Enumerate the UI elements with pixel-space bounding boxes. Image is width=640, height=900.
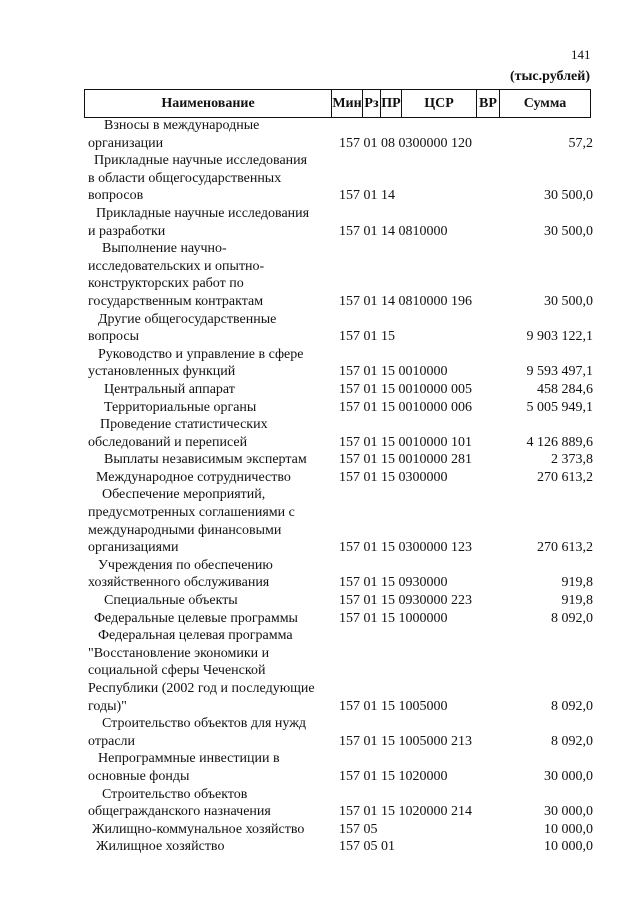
row-name-line: отрасли (88, 733, 136, 749)
row-amount: 8 092,0 (551, 733, 593, 749)
table-row (0, 451, 640, 469)
row-name (88, 451, 330, 469)
row-codes: 157 01 15 1000000 (339, 610, 448, 626)
row-name-line: основные фонды (88, 768, 190, 784)
row-codes: 157 01 15 1005000 213 (339, 733, 472, 749)
row-name-line: Руководство и управление в сфере (98, 346, 304, 362)
row-name-line: предусмотренных соглашениями с (88, 505, 295, 521)
row-amount: 458 284,6 (537, 381, 593, 397)
row-amount: 57,2 (568, 135, 593, 151)
row-name-line: хозяйственного обслуживания (88, 575, 270, 591)
row-name (88, 399, 330, 417)
table-row (0, 627, 640, 715)
row-name-line: Непрограммные инвестиции в (98, 751, 280, 767)
row-name-line: государственным контрактам (88, 293, 264, 309)
table-row (0, 610, 640, 628)
row-amount: 5 005 949,1 (526, 399, 593, 415)
row-name (88, 715, 330, 750)
row-amount: 10 000,0 (544, 839, 593, 855)
row-codes: 157 01 15 0930000 223 (339, 593, 472, 609)
row-name-line: Взносы в международные (104, 118, 260, 133)
row-codes: 157 01 15 0010000 005 (339, 381, 472, 397)
row-codes: 157 01 15 1020000 (339, 768, 448, 784)
row-amount: 2 373,8 (551, 452, 593, 468)
row-name-line: Строительство объектов (102, 786, 248, 802)
row-name-line: Специальные объекты (104, 593, 238, 609)
row-amount: 30 500,0 (544, 223, 593, 239)
row-amount: 30 500,0 (544, 188, 593, 204)
row-codes: 157 01 15 0300000 (339, 469, 448, 485)
row-name-line: Строительство объектов для нужд (102, 716, 307, 732)
row-name-line: социальной сферы Чеченской (88, 663, 266, 679)
row-name-line: Выполнение научно- (102, 241, 227, 257)
row-name-line: годы)" (88, 698, 127, 714)
row-codes: 157 01 14 0810000 196 (339, 293, 472, 309)
row-name-line: обследований и переписей (88, 434, 248, 450)
row-codes: 157 01 15 0300000 123 (339, 540, 472, 556)
row-amount: 10 000,0 (544, 821, 593, 837)
header-vr: ВР (477, 90, 500, 118)
table-row (0, 592, 640, 610)
row-name (88, 469, 330, 487)
row-amount: 4 126 889,6 (526, 434, 593, 450)
row-name-line: Учреждения по обеспечению (98, 557, 273, 573)
table-row (0, 152, 640, 205)
row-name-line: Федеральные целевые программы (94, 610, 298, 626)
table-row (0, 469, 640, 487)
row-codes: 157 05 (339, 821, 378, 837)
table-row (0, 750, 640, 785)
header-name: Наименование (85, 90, 332, 118)
row-amount: 9 593 497,1 (526, 364, 593, 380)
row-codes: 157 05 01 (339, 839, 395, 855)
row-codes: 157 01 15 0930000 (339, 575, 448, 591)
row-name (88, 557, 330, 592)
table-row (0, 838, 640, 856)
row-codes: 157 01 15 (339, 329, 395, 345)
table-row (0, 486, 640, 556)
row-name-line: общегражданского назначения (88, 804, 271, 820)
row-amount: 30 500,0 (544, 293, 593, 309)
row-name-line: Прикладные научные исследования (94, 153, 308, 169)
row-name-line: организации (88, 135, 164, 151)
row-name-line: Обеспечение мероприятий, (102, 487, 266, 503)
row-name-line: вопросы (88, 329, 139, 345)
row-name (88, 152, 330, 205)
header-min: Мин (332, 90, 363, 118)
row-amount: 270 613,2 (537, 469, 593, 485)
row-name-line: Жилищно-коммунальное хозяйство (92, 821, 305, 837)
table-row (0, 240, 640, 310)
table-row (0, 786, 640, 821)
table-row (0, 117, 640, 152)
row-amount: 30 000,0 (544, 804, 593, 820)
row-codes: 157 01 14 (339, 188, 395, 204)
row-amount: 270 613,2 (537, 540, 593, 556)
row-name-line: Территориальные органы (104, 399, 257, 415)
row-amount: 919,8 (561, 593, 593, 609)
row-name (88, 610, 330, 628)
row-name (88, 821, 330, 839)
row-name-line: и разработки (88, 223, 166, 239)
row-name (88, 592, 330, 610)
header-pr: ПР (381, 90, 402, 118)
row-name-line: Республики (2002 год и последующие (88, 681, 315, 696)
row-name (88, 838, 330, 856)
row-amount: 8 092,0 (551, 698, 593, 714)
row-codes: 157 01 15 1005000 (339, 698, 448, 714)
table-row (0, 416, 640, 451)
row-codes: 157 01 08 0300000 120 (339, 135, 472, 151)
row-name (88, 205, 330, 240)
table-row (0, 399, 640, 417)
table-row (0, 715, 640, 750)
row-name-line: исследовательских и опытно- (88, 258, 265, 274)
row-name-line: Международное сотрудничество (96, 469, 291, 485)
row-name (88, 486, 330, 556)
row-name-line: установленных функций (88, 364, 236, 380)
row-codes: 157 01 14 0810000 (339, 223, 448, 239)
row-name (88, 786, 330, 821)
row-name-line: Прикладные научные исследования (96, 205, 310, 221)
row-codes: 157 01 15 0010000 281 (339, 452, 472, 468)
row-name-line: "Восстановление экономики и (88, 645, 270, 661)
table-header (84, 89, 591, 118)
row-name-line: Другие общегосударственные (98, 311, 277, 327)
row-amount: 9 903 122,1 (526, 329, 593, 345)
row-name-line: конструкторских работ по (88, 276, 244, 292)
row-amount: 8 092,0 (551, 610, 593, 626)
row-name (88, 117, 330, 152)
row-name (88, 346, 330, 381)
table-row (0, 821, 640, 839)
row-name-line: Проведение статистических (100, 417, 268, 433)
row-name-line: вопросов (88, 188, 144, 204)
table-row (0, 381, 640, 399)
row-name-line: Федеральная целевая программа (98, 628, 293, 644)
row-codes: 157 01 15 0010000 101 (339, 434, 472, 450)
row-codes: 157 01 15 0010000 006 (339, 399, 472, 415)
row-name-line: Выплаты независимым экспертам (104, 452, 307, 468)
row-amount: 30 000,0 (544, 768, 593, 784)
row-name (88, 381, 330, 399)
page-number: 141 (571, 47, 591, 62)
row-name (88, 240, 330, 310)
header-sum: Сумма (500, 90, 591, 118)
units-label: (тыс.рублей) (509, 69, 590, 84)
table-row (0, 346, 640, 381)
row-codes: 157 01 15 0010000 (339, 364, 448, 380)
header-csr: ЦСР (402, 90, 477, 118)
budget-rows (0, 117, 640, 856)
row-name-line: Жилищное хозяйство (96, 839, 225, 855)
row-name (88, 416, 330, 451)
table-row (0, 205, 640, 240)
row-amount: 919,8 (561, 575, 593, 591)
row-name-line: организациями (88, 540, 179, 556)
row-name (88, 627, 330, 715)
row-name (88, 750, 330, 785)
row-name-line: международными финансовыми (88, 522, 282, 538)
row-name-line: в области общегосударственных (88, 170, 282, 186)
header-rz: Рз (363, 90, 381, 118)
table-row (0, 311, 640, 346)
table-row (0, 557, 640, 592)
row-name-line: Центральный аппарат (104, 381, 235, 397)
row-codes: 157 01 15 1020000 214 (339, 804, 472, 820)
row-name (88, 311, 330, 346)
